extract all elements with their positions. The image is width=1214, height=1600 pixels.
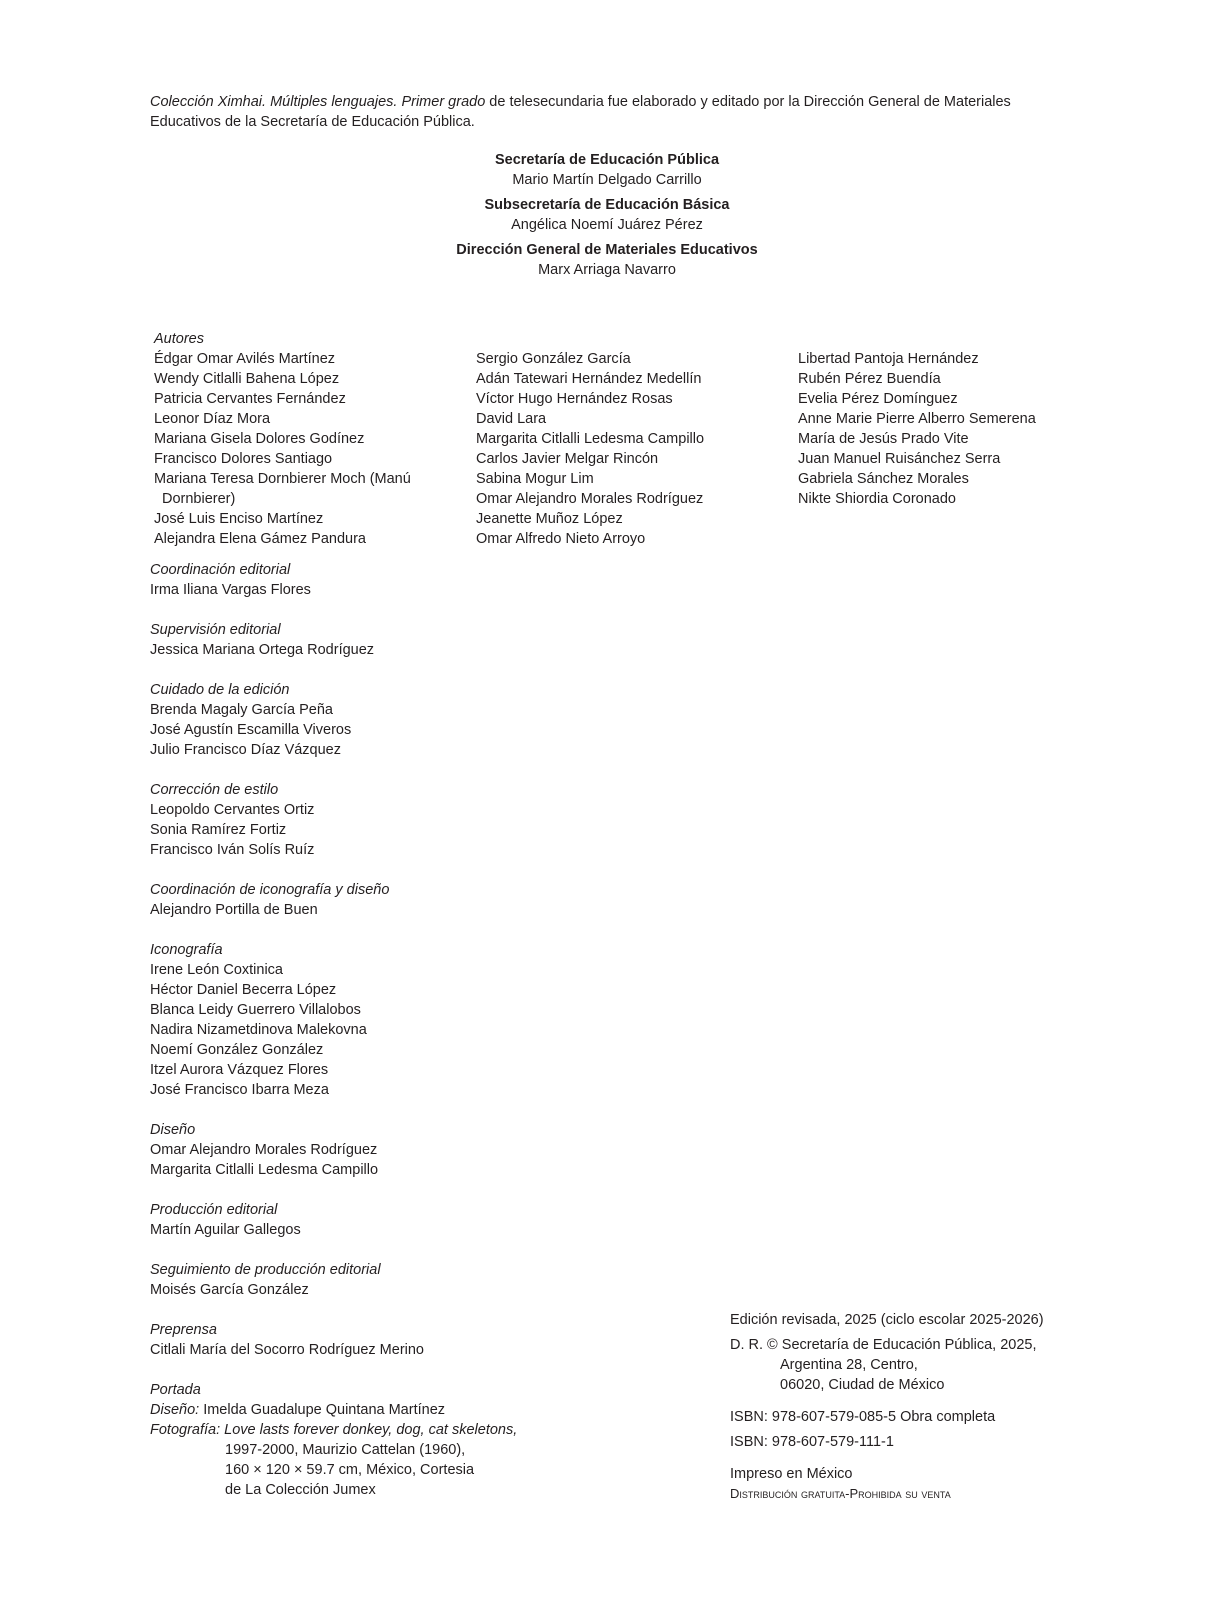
credit-section-supervision-editorial bbox=[150, 620, 517, 660]
author-name-cont: Dornbierer) bbox=[162, 491, 236, 507]
credit-section-diseno bbox=[150, 1120, 517, 1180]
author-name: María de Jesús Prado Vite bbox=[798, 431, 969, 447]
author-name: Leonor Díaz Mora bbox=[154, 411, 271, 427]
credit-section-coordinacion-editorial bbox=[150, 560, 517, 600]
author-name: Édgar Omar Avilés Martínez bbox=[154, 351, 336, 367]
address-line: 06020, Ciudad de México bbox=[780, 1377, 945, 1393]
authors-label: Autores bbox=[154, 331, 204, 347]
intro-paragraph bbox=[150, 92, 1050, 132]
author-name: Francisco Dolores Santiago bbox=[154, 451, 333, 467]
author-name: José Luis Enciso Martínez bbox=[154, 511, 324, 527]
author-name: Juan Manuel Ruisánchez Serra bbox=[798, 451, 1001, 467]
author-name: Jeanette Muñoz López bbox=[476, 511, 623, 527]
credit-name: Francisco Iván Solís Ruíz bbox=[150, 842, 315, 858]
credit-section-cuidado-edicion bbox=[150, 680, 517, 760]
credit-name: Julio Francisco Díaz Vázquez bbox=[150, 742, 341, 758]
edition-block bbox=[730, 1310, 1170, 1504]
author-name: Libertad Pantoja Hernández bbox=[798, 351, 979, 367]
author-name: Víctor Hugo Hernández Rosas bbox=[476, 391, 673, 407]
authors-col-2 bbox=[476, 349, 704, 549]
copyright-line: D. R. © Secretaría de Educación Pública, 2025, bbox=[730, 1337, 1037, 1353]
credit-label: Corrección de estilo bbox=[150, 782, 279, 798]
portada-design-name: Imelda Guadalupe Quintana Martínez bbox=[199, 1402, 446, 1418]
authors-col-1 bbox=[154, 329, 411, 549]
author-name: Anne Marie Pierre Alberro Semerena bbox=[798, 411, 1036, 427]
author-name: Patricia Cervantes Fernández bbox=[154, 391, 346, 407]
author-name: Mariana Teresa Dornbierer Moch (Manú bbox=[154, 471, 411, 487]
portada-photo-line: de La Colección Jumex bbox=[225, 1482, 376, 1498]
portada-photo-label: Fotografía: Love lasts forever donkey, dog, cat skeletons, bbox=[150, 1422, 518, 1438]
official-org: Secretaría de Educación Pública bbox=[494, 152, 720, 168]
credits-column bbox=[150, 560, 517, 1520]
author-name: Sabina Mogur Lim bbox=[476, 471, 594, 487]
author-name: Adán Tatewari Hernández Medellín bbox=[476, 371, 702, 387]
intro-text-2: Educativos de la Secretaría de Educación Pública. bbox=[150, 114, 475, 130]
printed-in: Impreso en México bbox=[730, 1466, 853, 1482]
author-name: Omar Alejandro Morales Rodríguez bbox=[476, 491, 704, 507]
credit-label: Supervisión editorial bbox=[150, 622, 281, 638]
credit-name: Irma Iliana Vargas Flores bbox=[150, 582, 311, 598]
official-org: Dirección General de Materiales Educativos bbox=[456, 242, 758, 258]
official-person: Mario Martín Delgado Carrillo bbox=[512, 172, 702, 188]
credit-label: Cuidado de la edición bbox=[150, 682, 290, 698]
official-org: Subsecretaría de Educación Básica bbox=[484, 197, 730, 213]
isbn-volume: ISBN: 978-607-579-111-1 bbox=[730, 1434, 894, 1450]
credit-name: Brenda Magaly García Peña bbox=[150, 702, 333, 718]
credit-label: Coordinación de iconografía y diseño bbox=[150, 882, 390, 898]
credit-name: José Agustín Escamilla Viveros bbox=[150, 722, 352, 738]
credit-name: Itzel Aurora Vázquez Flores bbox=[150, 1062, 329, 1078]
credit-name: Nadira Nizametdinova Malekovna bbox=[150, 1022, 367, 1038]
credit-label: Portada bbox=[150, 1382, 201, 1398]
credit-name: Martín Aguilar Gallegos bbox=[150, 1222, 301, 1238]
credit-section-coordinacion-iconografia bbox=[150, 880, 517, 920]
credit-section-seguimiento-produccion bbox=[150, 1260, 517, 1300]
credit-section-preprensa bbox=[150, 1320, 517, 1360]
credit-name: Alejandro Portilla de Buen bbox=[150, 902, 318, 918]
credit-name: Irene León Coxtinica bbox=[150, 962, 283, 978]
portada-design-label: Diseño: bbox=[150, 1402, 200, 1418]
author-name: Sergio González García bbox=[476, 351, 631, 367]
officials-block bbox=[0, 150, 1214, 285]
author-name: Mariana Gisela Dolores Godínez bbox=[154, 431, 365, 447]
author-name: Wendy Citlalli Bahena López bbox=[154, 371, 340, 387]
credit-label: Preprensa bbox=[150, 1322, 217, 1338]
authors-col-3 bbox=[798, 349, 1036, 509]
credit-label: Diseño bbox=[150, 1122, 196, 1138]
credit-name: Blanca Leidy Guerrero Villalobos bbox=[150, 1002, 361, 1018]
address-line: Argentina 28, Centro, bbox=[780, 1357, 918, 1373]
official-person: Angélica Noemí Juárez Pérez bbox=[511, 217, 703, 233]
author-name: Carlos Javier Melgar Rincón bbox=[476, 451, 659, 467]
isbn-complete: ISBN: 978-607-579-085-5 Obra completa bbox=[730, 1409, 996, 1425]
author-name: David Lara bbox=[476, 411, 547, 427]
author-name: Gabriela Sánchez Morales bbox=[798, 471, 969, 487]
credit-name: Sonia Ramírez Fortiz bbox=[150, 822, 287, 838]
intro-text-1: de telesecundaria fue elaborado y editado por la Dirección General de Materiales bbox=[485, 94, 1011, 110]
credit-label: Coordinación editorial bbox=[150, 562, 291, 578]
credit-label: Iconografía bbox=[150, 942, 223, 958]
credit-name: Citlali María del Socorro Rodríguez Merino bbox=[150, 1342, 424, 1358]
credit-name: Jessica Mariana Ortega Rodríguez bbox=[150, 642, 375, 658]
official-person: Marx Arriaga Navarro bbox=[538, 262, 676, 278]
credit-label: Seguimiento de producción editorial bbox=[150, 1262, 381, 1278]
credit-name: Héctor Daniel Becerra López bbox=[150, 982, 337, 998]
credit-section-portada bbox=[150, 1380, 517, 1500]
credit-name: Leopoldo Cervantes Ortiz bbox=[150, 802, 315, 818]
credit-section-iconografia bbox=[150, 940, 517, 1100]
book-title: Colección Ximhai. Múltiples lenguajes. Primer grado bbox=[150, 94, 486, 110]
credit-section-produccion-editorial bbox=[150, 1200, 517, 1240]
credit-section-correccion-estilo bbox=[150, 780, 517, 860]
credit-name: José Francisco Ibarra Meza bbox=[150, 1082, 329, 1098]
credit-name: Noemí González González bbox=[150, 1042, 324, 1058]
author-name: Nikte Shiordia Coronado bbox=[798, 491, 956, 507]
author-name: Alejandra Elena Gámez Pandura bbox=[154, 531, 366, 547]
author-name: Evelia Pérez Domínguez bbox=[798, 391, 958, 407]
credit-name: Margarita Citlalli Ledesma Campillo bbox=[150, 1162, 379, 1178]
author-name: Rubén Pérez Buendía bbox=[798, 371, 941, 387]
author-name: Margarita Citlalli Ledesma Campillo bbox=[476, 431, 705, 447]
portada-photo-line: 1997-2000, Maurizio Cattelan (1960), bbox=[225, 1442, 466, 1458]
portada-photo-line: 160 × 120 × 59.7 cm, México, Cortesia bbox=[225, 1462, 475, 1478]
credit-label: Producción editorial bbox=[150, 1202, 278, 1218]
author-name: Omar Alfredo Nieto Arroyo bbox=[476, 531, 646, 547]
edition-line: Edición revisada, 2025 (ciclo escolar 2025-2026) bbox=[730, 1312, 1044, 1328]
distribution-notice: Distribución gratuita-Prohibida su venta bbox=[730, 1486, 951, 1501]
credit-name: Omar Alejandro Morales Rodríguez bbox=[150, 1142, 378, 1158]
credit-name: Moisés García González bbox=[150, 1282, 309, 1298]
